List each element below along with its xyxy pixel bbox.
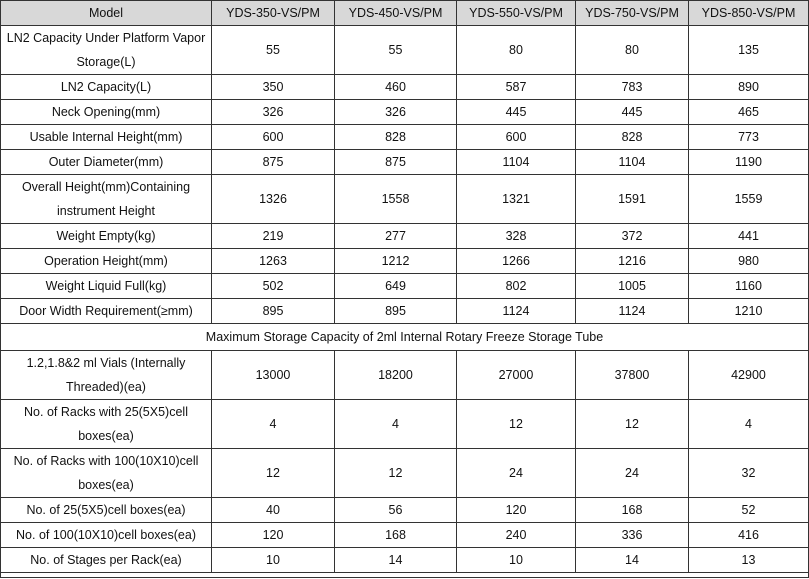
cell-value: 441: [689, 224, 809, 249]
row-label: Operation Height(mm): [1, 249, 212, 274]
cell-value: 890: [689, 75, 809, 100]
header-model-yds-850: YDS-850-VS/PM: [689, 1, 809, 26]
cell-value: 55: [335, 26, 457, 75]
cell-value: 1558: [335, 175, 457, 224]
cell-value: 32: [689, 449, 809, 498]
cell-value: 135: [689, 26, 809, 75]
row-label: 1.2,1.8&2 ml Vials (Internally Threaded)(ea): [1, 351, 212, 400]
cell-value: 802: [457, 274, 576, 299]
table-row: [1, 100, 809, 125]
cell-value: 1212: [335, 249, 457, 274]
cell-value: 12: [576, 400, 689, 449]
cell-value: 168: [576, 498, 689, 523]
cell-value: 783: [576, 75, 689, 100]
cell-value: 1124: [576, 299, 689, 324]
row-label: No. of Stages per Rack(ea): [1, 548, 212, 573]
cell-value: 875: [335, 150, 457, 175]
row-label: Usable Internal Height(mm): [1, 125, 212, 150]
cell-value: 895: [335, 299, 457, 324]
row-label: Door Width Requirement(≥mm): [1, 299, 212, 324]
cell-value: 4: [212, 400, 335, 449]
cell-value: 1263: [212, 249, 335, 274]
row-label: No. of Racks with 100(10X10)cell boxes(ea): [1, 449, 212, 498]
cell-value: 502: [212, 274, 335, 299]
cell-value: 80: [576, 26, 689, 75]
cell-value: 1124: [457, 299, 576, 324]
cell-value: 1591: [576, 175, 689, 224]
cell-value: 350: [212, 75, 335, 100]
row-label: Outer Diameter(mm): [1, 150, 212, 175]
section-title: Maximum Storage Capacity of 2ml Internal Rotary Freeze Storage Tube: [1, 324, 809, 351]
row-label: No. of Racks with 25(5X5)cell boxes(ea): [1, 400, 212, 449]
cell-value: 12: [212, 449, 335, 498]
cell-value: 10: [457, 548, 576, 573]
cell-value: 4: [335, 400, 457, 449]
cell-value: 120: [212, 523, 335, 548]
cell-value: 980: [689, 249, 809, 274]
cell-value: 55: [212, 26, 335, 75]
cell-value: 10: [212, 548, 335, 573]
cell-value: 773: [689, 125, 809, 150]
row-label: LN2 Capacity(L): [1, 75, 212, 100]
row-label: No. of 100(10X10)cell boxes(ea): [1, 523, 212, 548]
header-model-yds-550: YDS-550-VS/PM: [457, 1, 576, 26]
continuation-cell: [1, 573, 809, 578]
cell-value: 37800: [576, 351, 689, 400]
cell-value: 120: [457, 498, 576, 523]
row-label: Overall Height(mm)Containing instrument Height: [1, 175, 212, 224]
cell-value: 1104: [457, 150, 576, 175]
cell-value: 168: [335, 523, 457, 548]
table-row: [1, 75, 809, 100]
table-row: [1, 548, 809, 573]
section-row: [1, 324, 809, 351]
cell-value: 1190: [689, 150, 809, 175]
cell-value: 1210: [689, 299, 809, 324]
table-row: [1, 224, 809, 249]
cell-value: 875: [212, 150, 335, 175]
cell-value: 600: [212, 125, 335, 150]
cell-value: 445: [576, 100, 689, 125]
cell-value: 1216: [576, 249, 689, 274]
cell-value: 828: [335, 125, 457, 150]
cell-value: 465: [689, 100, 809, 125]
cell-value: 24: [576, 449, 689, 498]
cell-value: 1160: [689, 274, 809, 299]
table-row: [1, 523, 809, 548]
header-model-yds-750: YDS-750-VS/PM: [576, 1, 689, 26]
cell-value: 600: [457, 125, 576, 150]
cell-value: 416: [689, 523, 809, 548]
cell-value: 1104: [576, 150, 689, 175]
table-row: [1, 449, 809, 498]
table-row: [1, 26, 809, 75]
row-label: Weight Empty(kg): [1, 224, 212, 249]
table-row: [1, 299, 809, 324]
cell-value: 80: [457, 26, 576, 75]
cell-value: 14: [335, 548, 457, 573]
row-label: No. of 25(5X5)cell boxes(ea): [1, 498, 212, 523]
cell-value: 1326: [212, 175, 335, 224]
cell-value: 326: [212, 100, 335, 125]
cell-value: 587: [457, 75, 576, 100]
table-row: [1, 175, 809, 224]
cell-value: 219: [212, 224, 335, 249]
cell-value: 13000: [212, 351, 335, 400]
row-label: Weight Liquid Full(kg): [1, 274, 212, 299]
cell-value: 328: [457, 224, 576, 249]
cell-value: 460: [335, 75, 457, 100]
cell-value: 372: [576, 224, 689, 249]
table-row: [1, 249, 809, 274]
cell-value: 12: [335, 449, 457, 498]
cell-value: 1005: [576, 274, 689, 299]
cell-value: 326: [335, 100, 457, 125]
header-model-yds-350: YDS-350-VS/PM: [212, 1, 335, 26]
cell-value: 1266: [457, 249, 576, 274]
cell-value: 13: [689, 548, 809, 573]
cell-value: 445: [457, 100, 576, 125]
cell-value: 14: [576, 548, 689, 573]
table-row: [1, 150, 809, 175]
cell-value: 40: [212, 498, 335, 523]
table-row: [1, 351, 809, 400]
cell-value: 1321: [457, 175, 576, 224]
cell-value: 18200: [335, 351, 457, 400]
cell-value: 56: [335, 498, 457, 523]
cell-value: 240: [457, 523, 576, 548]
cell-value: 649: [335, 274, 457, 299]
row-label: LN2 Capacity Under Platform Vapor Storage(L): [1, 26, 212, 75]
cell-value: 336: [576, 523, 689, 548]
row-label: Neck Opening(mm): [1, 100, 212, 125]
cell-value: 24: [457, 449, 576, 498]
header-row: [1, 1, 809, 26]
cell-value: 27000: [457, 351, 576, 400]
cell-value: 895: [212, 299, 335, 324]
table-row: [1, 400, 809, 449]
cell-value: 12: [457, 400, 576, 449]
header-model-label: Model: [1, 1, 212, 26]
cell-value: 1559: [689, 175, 809, 224]
header-model-yds-450: YDS-450-VS/PM: [335, 1, 457, 26]
cell-value: 4: [689, 400, 809, 449]
table-row-continuation: [1, 573, 809, 578]
cell-value: 828: [576, 125, 689, 150]
table-row: [1, 274, 809, 299]
table-row: [1, 498, 809, 523]
cell-value: 42900: [689, 351, 809, 400]
cell-value: 277: [335, 224, 457, 249]
cell-value: 52: [689, 498, 809, 523]
table-row: [1, 125, 809, 150]
